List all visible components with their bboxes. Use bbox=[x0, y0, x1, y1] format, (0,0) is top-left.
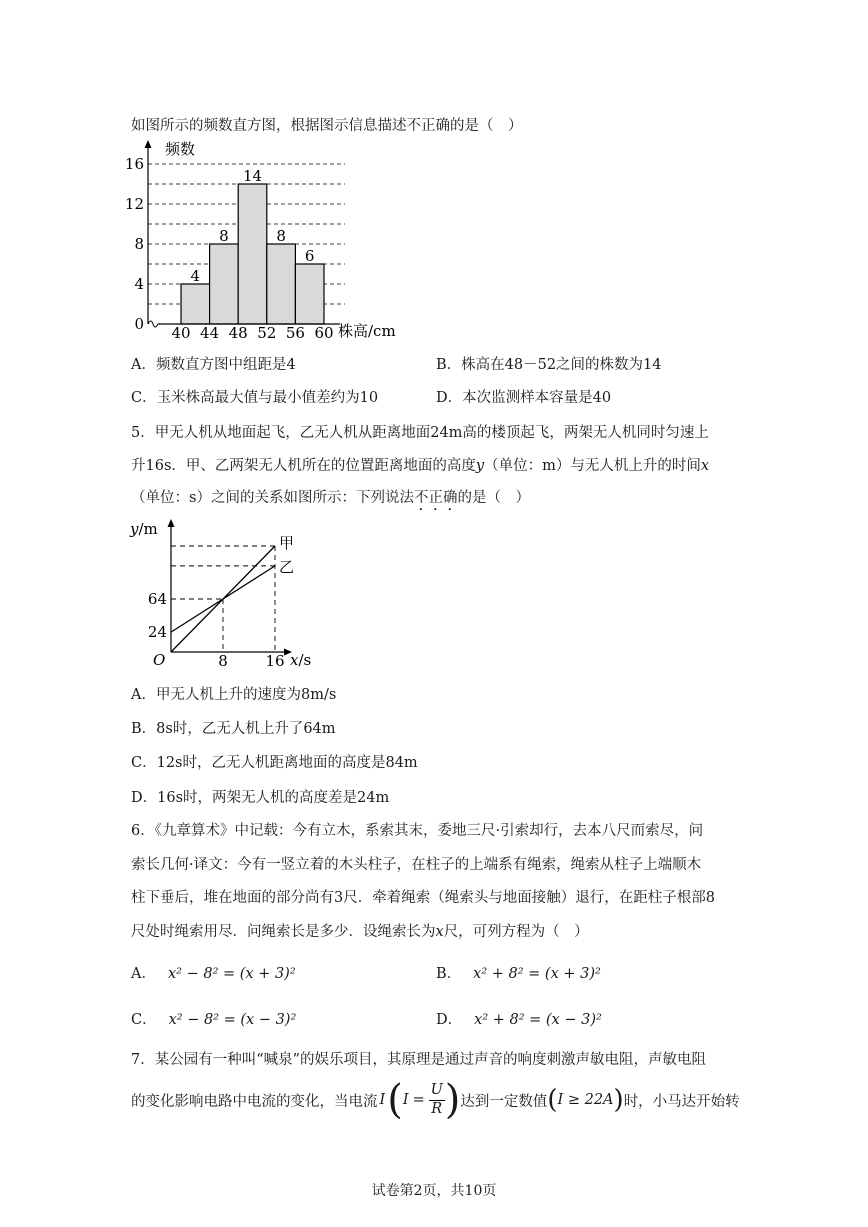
histogram-bar bbox=[181, 284, 210, 324]
q4-stem: 如图所示的频数直方图，根据图示信息描述不正确的是（ ） bbox=[131, 118, 523, 134]
histogram-bar bbox=[210, 244, 239, 324]
q7-line-2: 的变化影响电路中电流的变化，当电流 I ( I = U R ) 达到一定数值 ( I ≥ 22A ) 时，小马达开始转 bbox=[131, 1077, 740, 1123]
series-label: 乙 bbox=[279, 557, 295, 576]
q5-option-c[interactable]: C．12s时，乙无人机距离地面的高度是84m bbox=[131, 755, 418, 771]
q4-option-c[interactable]: C．玉米株高最大值与最小值差约为10 bbox=[131, 390, 379, 406]
q6-option-b[interactable]: B． x² + 8² = (x + 3)² bbox=[436, 966, 601, 982]
line-graph-y-tick: 64 bbox=[147, 590, 167, 609]
var-y: y bbox=[475, 458, 485, 474]
q6-option-c-equation: x² − 8² = (x − 3)² bbox=[168, 1012, 297, 1028]
histogram-x-tick: 52 bbox=[257, 324, 277, 342]
histogram-bar bbox=[295, 264, 324, 324]
histogram-x-tick: 56 bbox=[285, 324, 305, 342]
histogram-bar-label: 6 bbox=[304, 247, 315, 265]
histogram-y-label: 频数 bbox=[165, 140, 196, 158]
q5-option-b[interactable]: B．8s时，乙无人机上升了64m bbox=[131, 721, 336, 737]
line-graph-x-tick: 8 bbox=[218, 652, 228, 670]
histogram-bar bbox=[238, 184, 267, 324]
q6-option-c[interactable]: C． x² − 8² = (x − 3)² bbox=[131, 1012, 297, 1028]
q6-option-d[interactable]: D． x² + 8² = (x − 3)² bbox=[436, 1012, 602, 1028]
q6-option-d-equation: x² + 8² = (x − 3)² bbox=[474, 1012, 602, 1028]
var-x: x bbox=[435, 924, 444, 940]
series-label: 甲 bbox=[279, 534, 295, 553]
q4-option-d[interactable]: D．本次监测样本容量是40 bbox=[436, 390, 612, 406]
histogram-chart bbox=[125, 138, 425, 343]
histogram-y-tick: 12 bbox=[125, 195, 144, 213]
line-graph-x-tick: 16 bbox=[265, 652, 285, 670]
q6-option-a-equation: x² − 8² = (x + 3)² bbox=[167, 966, 296, 982]
histogram-y-tick: 4 bbox=[134, 275, 144, 293]
line-graph-y-arrow bbox=[168, 519, 175, 527]
histogram-x-tick: 44 bbox=[200, 324, 220, 342]
histogram-x-label: 株高/cm bbox=[338, 322, 396, 340]
series-line bbox=[171, 566, 275, 632]
histogram-x-tick: 48 bbox=[228, 324, 248, 342]
paren-right: ) bbox=[444, 1077, 461, 1123]
q6-line-1: 6．《九章算术》中记载：今有立木，系索其末，委地三尺·引索却行，去本八尺而索尽，问 bbox=[131, 823, 704, 839]
fraction-u-over-r: U R bbox=[430, 1082, 443, 1117]
current-condition: I ≥ 22A bbox=[557, 1092, 614, 1108]
q6-option-b-equation: x² + 8² = (x + 3)² bbox=[473, 966, 601, 982]
q5-line-2: 升16s．甲、乙两架无人机所在的位置距离地面的高度y（单位：m）与无人机上升的时间x bbox=[131, 458, 710, 474]
q7-line-1: 7．某公园有一种叫“喊泉”的娱乐项目，其原理是通过声音的响度刺激声敏电阻，声敏电阻 bbox=[131, 1052, 707, 1068]
q5-line-1: 5．甲无人机从地面起飞，乙无人机从距离地面24m高的楼顶起飞，两架无人机同时匀速上 bbox=[131, 425, 709, 441]
histogram-y-tick: 8 bbox=[134, 235, 144, 253]
histogram-x-tick: 40 bbox=[171, 324, 191, 342]
line-graph-y-label: y/m bbox=[130, 520, 158, 538]
histogram-y-tick: 0 bbox=[134, 315, 144, 333]
q6-line-2: 索长几何·译文：今有一竖立着的木头柱子，在柱子的上端系有绳索，绳索从柱子上端顺木 bbox=[131, 857, 702, 873]
line-graph-origin: O bbox=[153, 651, 166, 669]
histogram-x-tick: 60 bbox=[314, 324, 334, 342]
paren-left: ( bbox=[387, 1077, 403, 1123]
histogram-y-arrow bbox=[145, 140, 152, 148]
q6-option-a[interactable]: A． x² − 8² = (x + 3)² bbox=[131, 966, 296, 982]
var-x: x bbox=[700, 458, 710, 474]
histogram-bar-label: 4 bbox=[190, 267, 201, 285]
histogram-y-tick: 16 bbox=[125, 155, 144, 173]
histogram-bar-label: 8 bbox=[219, 227, 229, 245]
q6-line-3: 柱下垂后，堆在地面的部分尚有3尺．牵着绳索（绳索头与地面接触）退行，在距柱子根部8 bbox=[131, 890, 715, 906]
line-graph-y-tick: 24 bbox=[147, 623, 167, 642]
q6-line-4: 尺处时绳索用尽．问绳索长是多少．设绳索长为x尺，可列方程为（ ） bbox=[131, 924, 589, 940]
q4-option-b[interactable]: B．株高在48－52之间的株数为14 bbox=[436, 357, 662, 373]
q5-option-d[interactable]: D．16s时，两架无人机的高度差是24m bbox=[131, 790, 390, 806]
histogram-axis-break bbox=[148, 321, 158, 327]
line-graph-chart bbox=[128, 515, 338, 675]
q5-option-a[interactable]: A．甲无人机上升的速度为8m/s bbox=[131, 687, 337, 703]
page-footer: 试卷第2页，共10页 bbox=[371, 1183, 497, 1199]
histogram-bar bbox=[267, 244, 296, 324]
q4-option-a[interactable]: A．频数直方图中组距是4 bbox=[131, 357, 296, 373]
line-graph-x-label: x/s bbox=[290, 651, 312, 669]
histogram-bar-label: 8 bbox=[276, 227, 286, 245]
q5-line-3: （单位：s）之间的关系如图所示：下列说法不正确的是（ ） bbox=[131, 490, 530, 506]
histogram-bar-label: 14 bbox=[242, 167, 263, 185]
emphasis-not-correct: 不正确 bbox=[413, 490, 458, 506]
